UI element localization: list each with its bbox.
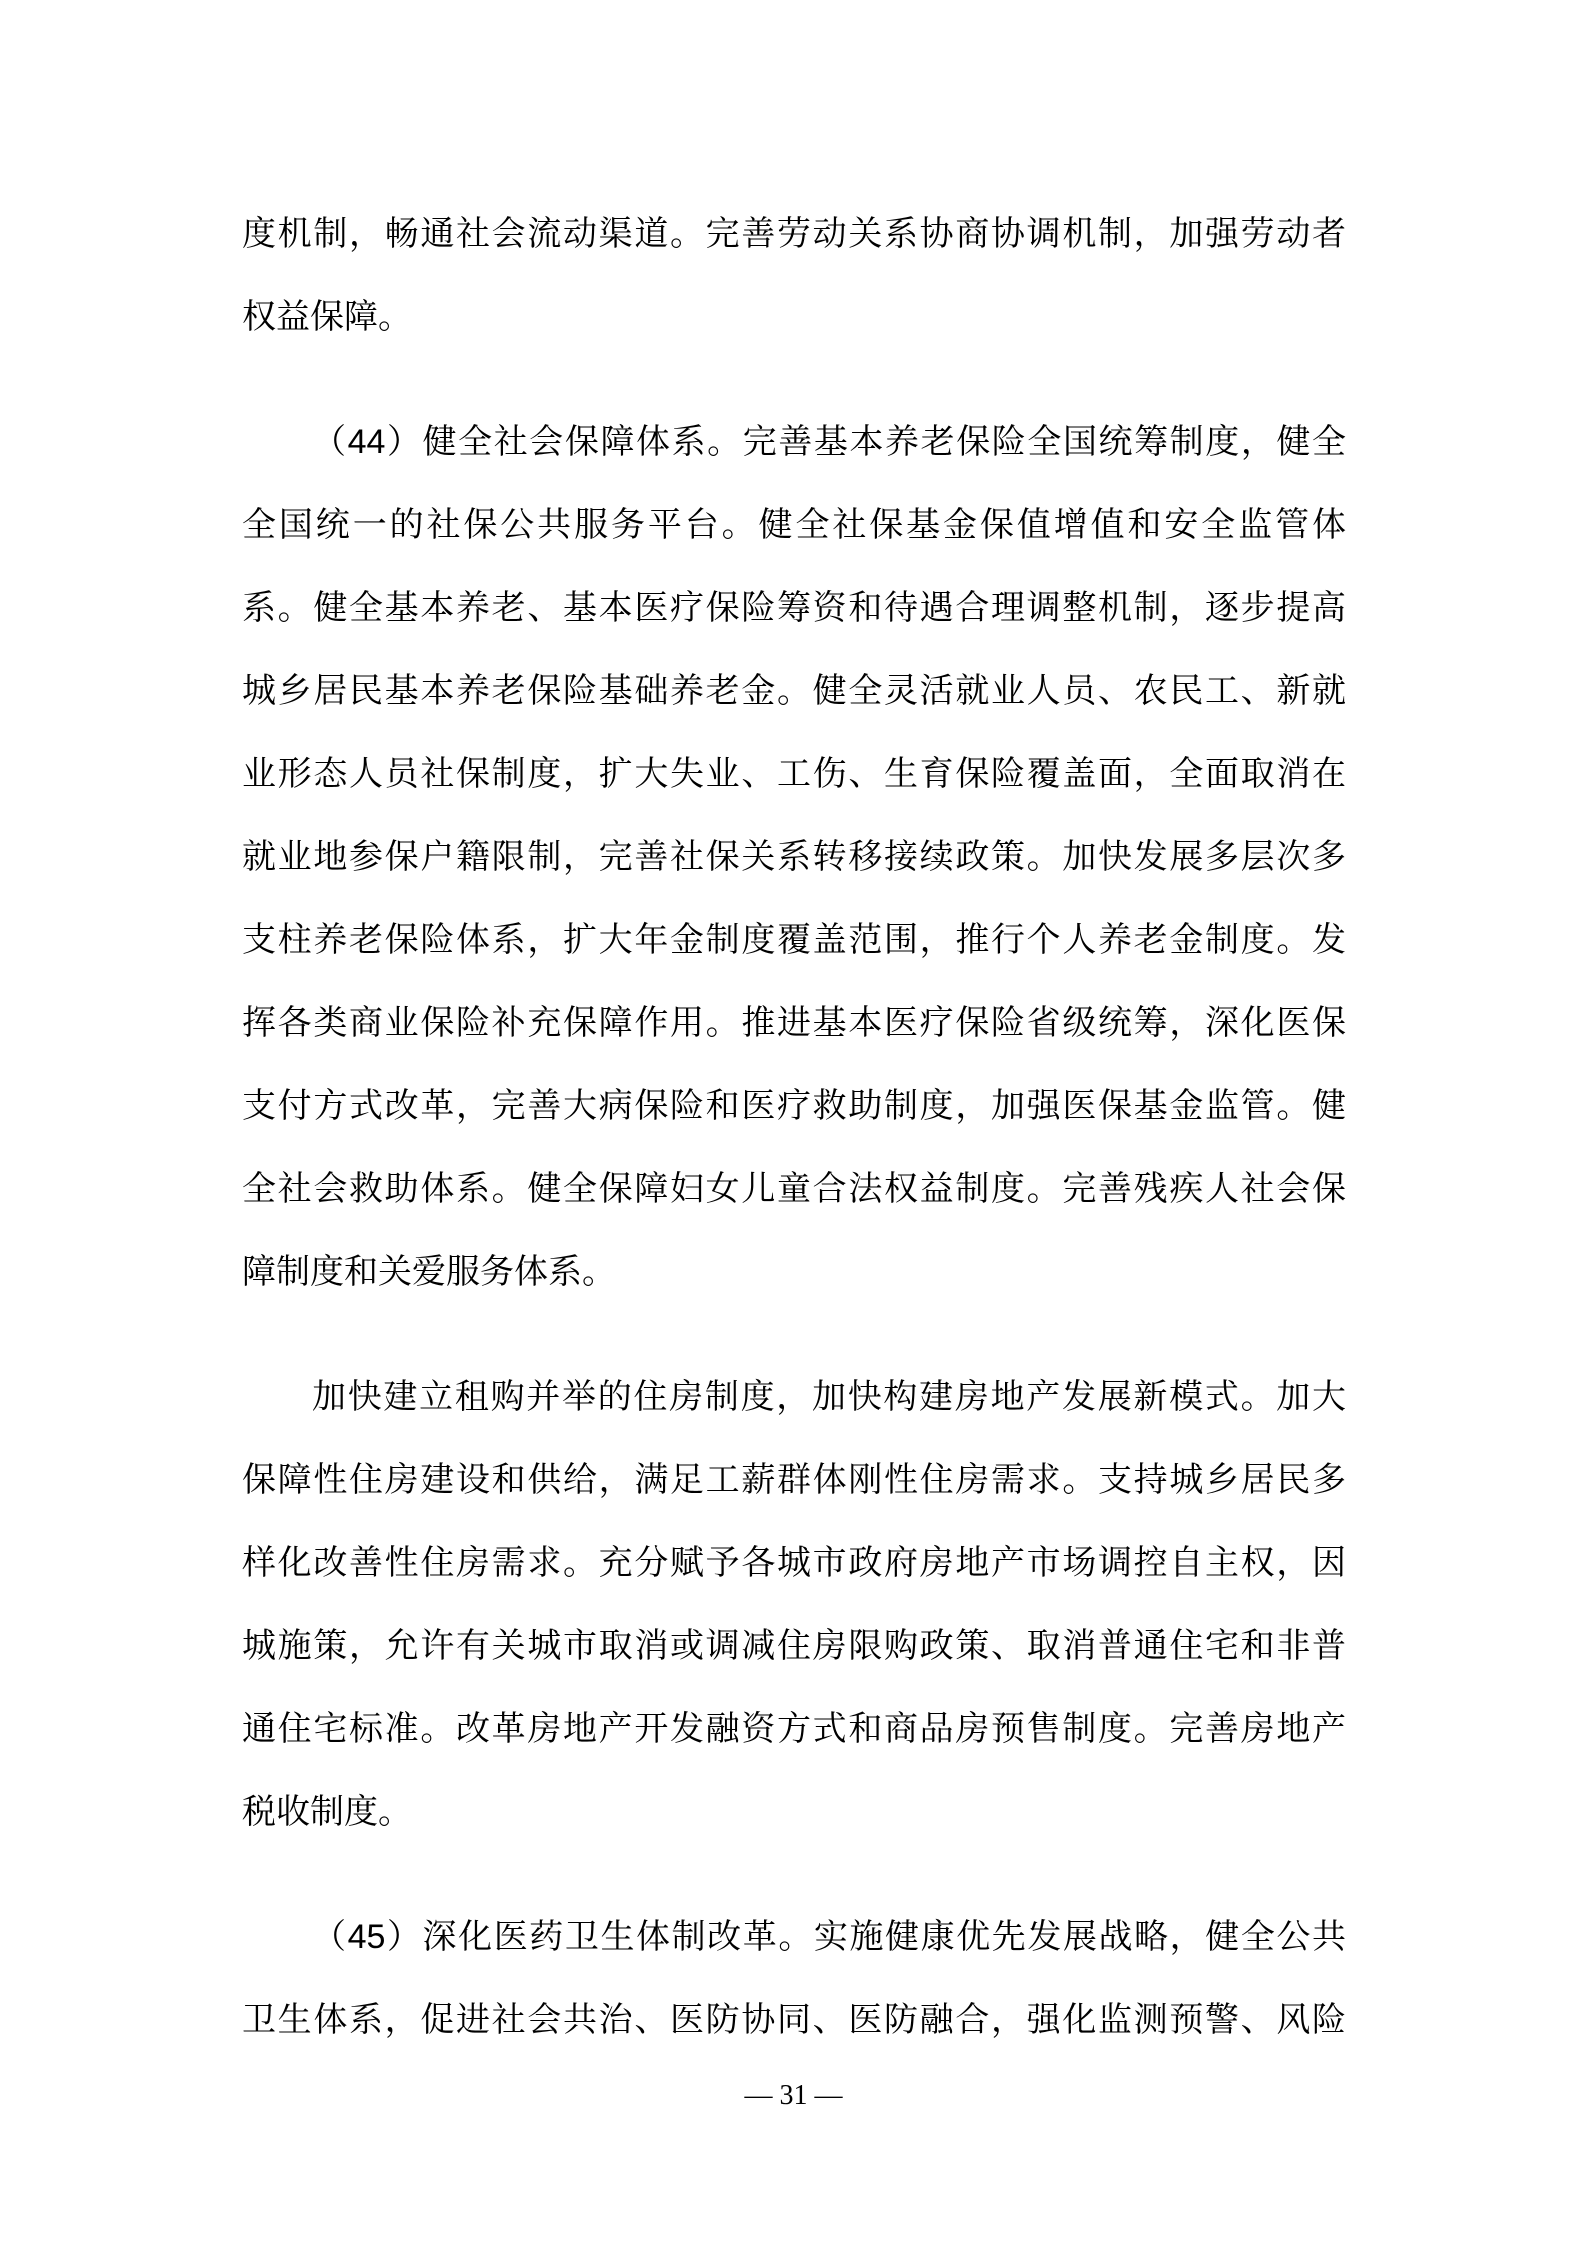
text-line: 通住宅标准。改革房地产开发融资方式和商品房预售制度。完善房地产	[242, 1710, 1346, 1748]
paragraph-item-44-social-security	[242, 401, 1346, 1314]
paragraph-housing	[242, 1356, 1346, 1854]
text-line: 障制度和关爱服务体系。	[242, 1253, 616, 1291]
text-line: 就业地参保户籍限制，完善社保关系转移接续政策。加快发展多层次多	[242, 838, 1346, 876]
text-line: 系。健全基本养老、基本医疗保险筹资和待遇合理调整机制，逐步提高	[242, 589, 1346, 627]
text-line: 挥各类商业保险补充保障作用。推进基本医疗保险省级统筹，深化医保	[242, 1004, 1346, 1042]
text-line: 权益保障。	[242, 298, 412, 336]
text-line: 加快建立租购并举的住房制度，加快构建房地产发展新模式。加大	[312, 1378, 1346, 1416]
text-line: 全国统一的社保公共服务平台。健全社保基金保值增值和安全监管体	[242, 506, 1346, 544]
page-number: — 31 —	[744, 2080, 843, 2111]
text-line: 全社会救助体系。健全保障妇女儿童合法权益制度。完善残疾人社会保	[242, 1170, 1346, 1208]
text-line: 城施策，允许有关城市取消或调减住房限购政策、取消普通住宅和非普	[242, 1627, 1346, 1665]
text-line: 业形态人员社保制度，扩大失业、工伤、生育保险覆盖面，全面取消在	[242, 755, 1346, 793]
document-body	[242, 193, 1346, 2062]
text-line: 样化改善性住房需求。充分赋予各城市政府房地产市场调控自主权，因	[242, 1544, 1346, 1582]
text-line: 度机制，畅通社会流动渠道。完善劳动关系协商协调机制，加强劳动者	[242, 215, 1346, 253]
text-line: （45）深化医药卫生体制改革。实施健康优先发展战略，健全公共	[312, 1918, 1346, 1956]
text-line: 支付方式改革，完善大病保险和医疗救助制度，加强医保基金监管。健	[242, 1087, 1346, 1125]
text-line: 支柱养老保险体系，扩大年金制度覆盖范围，推行个人养老金制度。发	[242, 921, 1346, 959]
text-line: 保障性住房建设和供给，满足工薪群体刚性住房需求。支持城乡居民多	[242, 1461, 1346, 1499]
text-line: 税收制度。	[242, 1793, 412, 1831]
paragraph-continuation	[242, 193, 1346, 359]
text-line: （44）健全社会保障体系。完善基本养老保险全国统筹制度，健全	[312, 423, 1346, 461]
paragraph-item-45-healthcare	[242, 1896, 1346, 2062]
text-line: 城乡居民基本养老保险基础养老金。健全灵活就业人员、农民工、新就	[242, 672, 1346, 710]
text-line: 卫生体系，促进社会共治、医防协同、医防融合，强化监测预警、风险	[242, 2001, 1346, 2039]
